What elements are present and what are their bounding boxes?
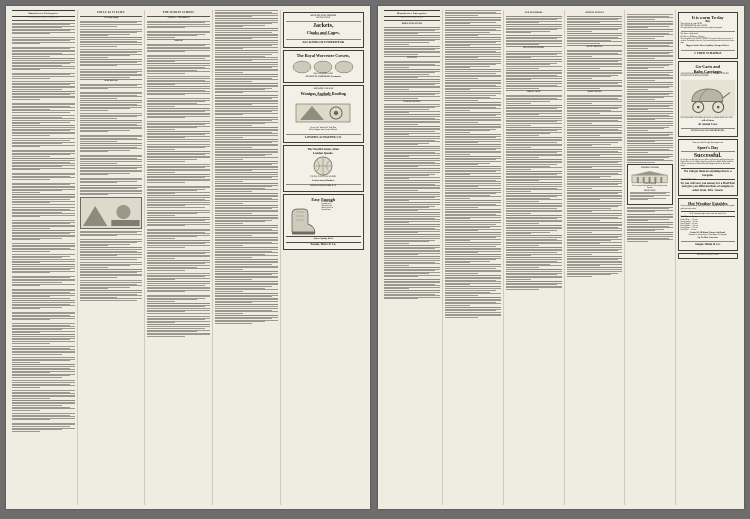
ad-banner-strip[interactable] bbox=[678, 253, 738, 259]
left-column-5-advertising bbox=[281, 10, 366, 505]
price-item: Lunch Tongue ..... 25c case bbox=[680, 227, 698, 229]
ad-line: Leaders in our Business bbox=[312, 179, 335, 182]
price-list bbox=[681, 217, 735, 232]
column-subhead: Golden Text bbox=[174, 40, 183, 42]
baby-carriage-illustration bbox=[681, 78, 735, 118]
ad-headline: Jackets, bbox=[312, 23, 334, 30]
illustration-engraving bbox=[80, 197, 143, 229]
column-subhead: In And About Town bbox=[104, 80, 118, 82]
ad-headline: Sport's Day bbox=[697, 144, 719, 150]
ad-line: At Actual Cost. bbox=[697, 122, 718, 127]
ad-jackets-cloaks-capes[interactable] bbox=[283, 12, 364, 48]
ad-headline-2: Baby Carriages bbox=[693, 69, 722, 75]
ad-copy bbox=[681, 24, 735, 30]
roofing-roll-illustration bbox=[286, 100, 361, 126]
right-column-4 bbox=[565, 10, 626, 505]
ad-line: FOR 26 CENTS A LEG bbox=[680, 179, 696, 181]
advertiser-name: JENTER & RAUSCHENBERGER. bbox=[690, 130, 725, 133]
newspaper-page-left bbox=[6, 6, 370, 509]
ad-headline-2: Cloaks and Capes, bbox=[306, 29, 340, 35]
advertiser-name: Yocum, Marx & Co. bbox=[310, 241, 337, 246]
article-text bbox=[80, 21, 143, 195]
newspaper-page-right bbox=[378, 6, 744, 509]
ad-line: Does a general banking business. Interest paid on time deposits. bbox=[632, 186, 668, 190]
right-column-5-classified bbox=[625, 10, 675, 505]
ad-copy: We will give you full value for every dollar's worth you buy, and begin to buy your Helmet Shoes, for the Children, they all wear. We do not handle Trashy Goods. We will have you money on Shirts and Overalls. Bargains that are the best for the money. bbox=[680, 160, 734, 168]
globe-illustration bbox=[286, 155, 361, 177]
ad-line: will sell them bbox=[701, 120, 714, 123]
ad-line: If you're going swimming, fishing, picnicking or camping or dining, we have just the goods you want, such as bbox=[680, 206, 735, 210]
ad-line: THAT WILL BRING YOU HERE AND HAVE A LARGER STOCK OF CARTS bbox=[680, 118, 733, 120]
ad-line: You were the People that made our bbox=[692, 142, 724, 145]
masthead-right: Manchester Enterprise bbox=[384, 10, 440, 17]
ad-line: CAPITAL $50,000 bbox=[643, 184, 657, 186]
ad-peoples-bank[interactable] bbox=[627, 164, 672, 204]
left-column-1 bbox=[10, 10, 78, 505]
ad-headline: It is warm To-day bbox=[691, 15, 724, 20]
ad-line: Veal Loaf put up in one case for only 10c. bbox=[681, 211, 735, 218]
ad-line: LONG AND SHORT WAISTS bbox=[313, 74, 334, 76]
corset-illustration bbox=[286, 58, 361, 74]
classified-head bbox=[627, 11, 672, 13]
ad-line: boot that wears, bbox=[321, 204, 332, 205]
advertiser-name: SEATON W. ANDERSON, Tecumseh. bbox=[305, 76, 341, 79]
ad-easy-enough-shoes[interactable] bbox=[283, 194, 364, 250]
ad-copy bbox=[322, 202, 361, 212]
ad-line: On Each Wrapper. Same Genuine Without It. bbox=[308, 130, 338, 132]
ad-line: that keeps the feet bbox=[321, 208, 334, 210]
ad-headline-2: London Speaks. bbox=[312, 150, 334, 155]
column-subhead: PROBATE COURT bbox=[526, 92, 541, 94]
left-column-4 bbox=[213, 10, 281, 505]
ad-line: WE HAVE JUST OPENED bbox=[310, 15, 337, 17]
advertiser-name: LOWERY, SCHAFFER CO. bbox=[304, 134, 342, 139]
price-item: Potted Ham ....... 10c case bbox=[680, 217, 698, 219]
column-subhead: LESSON X. — DECEMBER 11 bbox=[167, 18, 190, 20]
ad-line: The best qualities at the LOWEST PRICES. You can't do better where-ever else at our store. Everything in Groceries, Dry Goods and notions and for sale at the lowest right. bbox=[680, 38, 735, 45]
ad-royal-worcester-corsets[interactable] bbox=[283, 50, 364, 83]
ad-line: ANY ONE CAN LAY bbox=[313, 88, 334, 91]
ad-line: ARE MADE TO BE SOLD IN THIS HOUSE, IF YOU DON'T FIND THE CHEAPEST OF THE BEST ELSEWHERE. bbox=[680, 74, 729, 78]
ad-line: Remember we always keep a full assortment of fresh goods. bbox=[688, 234, 727, 236]
ad-headline: The Royal Worcester Corsets, bbox=[296, 53, 350, 59]
ad-line: THE NEW FALL STYLES ARE HERE bbox=[310, 177, 337, 179]
right-column-3 bbox=[504, 10, 565, 505]
ad-j-fred-schaible[interactable] bbox=[678, 12, 738, 59]
ad-world-listens-london[interactable] bbox=[283, 145, 364, 192]
price-item: Boned Chicken .... 25c case bbox=[680, 225, 699, 227]
ad-headline: Easy Enough bbox=[311, 196, 336, 202]
ad-line: We have a big stock bbox=[680, 33, 699, 36]
column-subhead: MARKET REPORT bbox=[587, 92, 602, 94]
ad-line: ALL KINDS OF UNDERWEAR bbox=[302, 39, 345, 44]
ad-headline-2: But bbox=[705, 19, 711, 23]
ad-headline: Wanigas Asphalt Roofing bbox=[300, 90, 346, 96]
right-column-6-advertising bbox=[676, 10, 740, 505]
ad-headline: Hot Weather Eatables bbox=[688, 201, 728, 207]
ad-headline-2: Successful. bbox=[693, 153, 722, 160]
left-column-2 bbox=[78, 10, 146, 505]
ad-line: The nights and days will grow cool and you ought to be prepared. bbox=[680, 27, 723, 29]
column-head: THE SUNDAY SCHOOL bbox=[162, 11, 195, 14]
bank-building-illustration bbox=[630, 170, 669, 184]
column-subhead: SOCIETY MEETINGS bbox=[586, 46, 603, 48]
right-column-2 bbox=[443, 10, 504, 505]
price-line: Queen Quality $3.00 bbox=[286, 236, 361, 243]
price-item: Deviled Ham ...... 10c case bbox=[680, 219, 698, 221]
column-head: CHURCH NOTICES bbox=[584, 11, 605, 14]
column-subhead: STATE NEWS bbox=[406, 57, 417, 59]
advertiser-name: J. FRED SCHAIBLE bbox=[694, 50, 722, 55]
masthead-subtitle-left: MANCHESTER, MICH., THURSDAY, DECEMBER 8, 1898. bbox=[28, 17, 59, 19]
ad-sports-day-freese[interactable] bbox=[678, 139, 738, 196]
ad-line: THE TRUTH AS I SEE IT DAILY bbox=[696, 254, 719, 256]
ad-headline: Go-Carts and bbox=[695, 64, 721, 70]
column-head: BRIEF NEWS ITEMS bbox=[401, 22, 422, 25]
masthead-subtitle-right: PUBLISHED EVERY THURSDAY MORNING bbox=[400, 17, 424, 19]
ad-go-carts-baby-carriages[interactable] bbox=[678, 61, 738, 137]
shoe-illustration bbox=[286, 202, 320, 236]
advertiser-name: To you will save you money for a Half Pair and give you different lines of samples to select from. Mrs. Green. bbox=[680, 180, 735, 192]
price-item: Potted Tongue .... 10c case bbox=[680, 223, 698, 225]
ad-line: THE THERMOMETER will be LOWER. bbox=[680, 25, 708, 27]
ad-line: Fine Goods. New Styles. Low Prices. bbox=[311, 34, 336, 36]
ad-line: that fits the foot, bbox=[321, 206, 333, 208]
ad-line: And it pays because it lasts. bbox=[314, 95, 333, 97]
ad-line: There will soon be a time WHEN bbox=[680, 23, 702, 25]
ad-line: to find that rubber bbox=[321, 201, 334, 203]
ad-line: Biggest Stock, Finest Quality, Cheapest Prices. bbox=[686, 45, 730, 48]
masthead-left: Manchester Enterprise bbox=[12, 10, 75, 17]
ad-headline: PEOPLE'S BANK bbox=[641, 167, 659, 170]
column-subhead: A Few Sharp Sayings bbox=[103, 18, 119, 20]
ad-hot-weather-eatables[interactable] bbox=[678, 198, 738, 250]
ad-line: Be sure it has "Indian Head" Trade Mark bbox=[310, 127, 337, 129]
ad-line: Fruits Of All Kinds Always On Hand. bbox=[690, 232, 726, 235]
advertiser-name: Jaeger, Dietle & Co. bbox=[694, 242, 721, 247]
ad-line: Up-To-Date Groceries bbox=[697, 236, 719, 239]
ad-wanigas-asphalt-roofing[interactable] bbox=[283, 85, 364, 143]
column-head: FOLLY AS IT FLIES bbox=[97, 11, 125, 14]
left-column-3 bbox=[145, 10, 213, 505]
ad-line: OUR FULL LINE OF bbox=[316, 17, 331, 19]
right-column-1 bbox=[382, 10, 443, 505]
article-text bbox=[12, 23, 75, 432]
column-head: OUR NEIGHBORS bbox=[524, 11, 543, 14]
column-subhead: PERSONAL MENTION bbox=[403, 101, 421, 103]
ad-line: dry and warm. bbox=[321, 210, 331, 212]
price-item: Vienna Sausage ... 10c case bbox=[680, 221, 699, 223]
text-lines bbox=[12, 23, 75, 34]
column-subhead: REAL ESTATE TRANSFERS bbox=[523, 48, 544, 50]
price-line: We will get them in anything that is a bargain. bbox=[681, 168, 735, 179]
advertiser-name: FOSTER & WEBSTER BROS. & CO. bbox=[310, 185, 337, 187]
price-item: Sliced Beef ...... 15c case bbox=[680, 229, 697, 231]
ad-line: Of Shoes, Rubbers, Gloves, bbox=[680, 36, 705, 39]
ad-headline: The World Listens when bbox=[307, 147, 339, 152]
